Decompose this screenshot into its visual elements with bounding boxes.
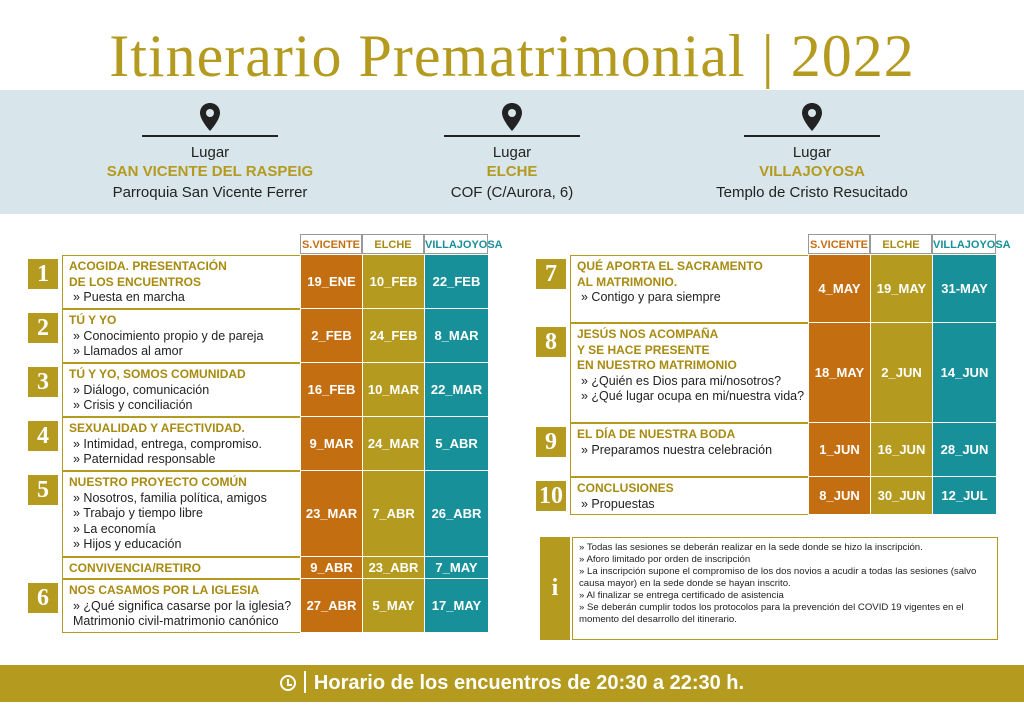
session-topic: » La economía — [73, 521, 156, 536]
date-svicente: 2_FEB — [300, 309, 362, 363]
date-svicente: 4_MAY — [808, 255, 870, 323]
divider — [142, 135, 278, 137]
session-description — [62, 363, 328, 417]
date-elche: 23_ABR — [362, 557, 424, 579]
session-number: 3 — [28, 367, 58, 397]
info-item: » La inscripción supone el compromiso de los dos novios a acudir a todas las sesiones (salvo causa mayor) en la sede donde se hayan inscrito. — [579, 566, 977, 589]
date-villajoyosa: 8_MAR — [424, 309, 488, 363]
date-elche: 10_MAR — [362, 363, 424, 417]
location-city: SAN VICENTE DEL RASPEIG — [106, 163, 314, 180]
session-number: 1 — [28, 259, 58, 289]
date-villajoyosa: 7_MAY — [424, 557, 488, 579]
column-header-villajoyosa: VILLAJOYOSA — [932, 234, 996, 254]
session-topic: Matrimonio civil-matrimonio canónico — [73, 614, 279, 628]
session-description — [570, 477, 836, 515]
date-villajoyosa: 14_JUN — [932, 323, 996, 423]
session-topic: » ¿Quién es Dios para mi/nosotros? — [581, 373, 782, 388]
session-title: CONVIVENCIA/RETIRO — [69, 561, 202, 575]
session-topic: » Puesta en marcha — [73, 290, 185, 304]
session-title: TÚ Y YO — [69, 313, 117, 327]
column-header-elche: ELCHE — [870, 234, 932, 254]
session-title: DE LOS ENCUENTROS — [69, 274, 202, 289]
location-label: Lugar — [492, 144, 532, 161]
location-label: Lugar — [792, 144, 832, 161]
session-description — [62, 579, 328, 633]
column-header-svicente: S.VICENTE — [300, 234, 362, 254]
session-title: Y SE HACE PRESENTE — [577, 342, 710, 357]
location-elche — [362, 90, 662, 214]
info-item: » Se deberán cumplir todos los protocolos para la prevención del COVID 19 vigentes en el momento del desarrollo del itinerario. — [579, 602, 964, 625]
info-item: » Todas las sesiones se deberán realizar en la sede donde se hizo la inscripción. — [579, 542, 923, 553]
date-elche: 19_MAY — [870, 255, 932, 323]
locations-band — [0, 90, 1024, 214]
session-topic: » Diálogo, comunicación — [73, 382, 210, 397]
info-box — [540, 537, 998, 640]
session-topic: » Preparamos nuestra celebración — [581, 442, 773, 457]
map-pin-icon — [799, 102, 825, 132]
session-title: JESÚS NOS ACOMPAÑA — [577, 327, 719, 341]
date-villajoyosa: 22_MAR — [424, 363, 488, 417]
location-place: Templo de Cristo Resucitado — [716, 184, 908, 201]
session-title: SEXUALIDAD Y AFECTIVIDAD. — [69, 421, 245, 435]
session-title: NOS CASAMOS POR LA IGLESIA — [69, 583, 260, 597]
info-item: » Al finalizar se entrega certificado de asistencia — [579, 590, 784, 601]
date-svicente: 27_ABR — [300, 579, 362, 633]
session-title: QUÉ APORTA EL SACRAMENTO — [577, 259, 763, 273]
session-description — [62, 557, 328, 579]
date-elche: 16_JUN — [870, 423, 932, 477]
session-number: 8 — [536, 327, 566, 357]
session-description — [62, 417, 328, 471]
location-san-vicente — [60, 90, 360, 214]
session-topic: » ¿Qué lugar ocupa en mi/nuestra vida? — [581, 389, 805, 403]
page-title: Itinerario Prematrimonial | 2022 — [109, 23, 915, 89]
date-villajoyosa: 28_JUN — [932, 423, 996, 477]
session-title: AL MATRIMONIO. — [577, 274, 678, 289]
date-elche: 2_JUN — [870, 323, 932, 423]
divider — [444, 135, 580, 137]
date-villajoyosa: 22_FEB — [424, 255, 488, 309]
session-topic: » Propuestas — [581, 496, 655, 511]
session-description — [570, 255, 836, 323]
date-elche: 10_FEB — [362, 255, 424, 309]
session-topic: » Llamados al amor — [73, 344, 183, 358]
info-item: » Aforo limitado por orden de inscripción — [579, 554, 751, 565]
clock-icon — [280, 675, 296, 691]
location-city: VILLAJOYOSA — [759, 163, 865, 180]
date-villajoyosa: 17_MAY — [424, 579, 488, 633]
column-header-svicente: S.VICENTE — [808, 234, 870, 254]
session-number: 2 — [28, 313, 58, 343]
location-label: Lugar — [190, 144, 230, 161]
date-elche: 24_MAR — [362, 417, 424, 471]
session-title: TÚ Y YO, SOMOS COMUNIDAD — [69, 367, 246, 381]
info-list — [572, 537, 998, 640]
session-number: 5 — [28, 475, 58, 505]
date-elche: 30_JUN — [870, 477, 932, 515]
date-svicente: 9_ABR — [300, 557, 362, 579]
session-title: ACOGIDA. PRESENTACIÓN — [69, 259, 227, 273]
date-svicente: 16_FEB — [300, 363, 362, 417]
date-villajoyosa: 31-MAY — [932, 255, 996, 323]
date-svicente: 9_MAR — [300, 417, 362, 471]
session-number: 7 — [536, 259, 566, 289]
session-topic: » Contigo y para siempre — [581, 290, 721, 304]
session-number: 9 — [536, 427, 566, 457]
info-icon: i — [540, 537, 570, 640]
date-svicente: 18_MAY — [808, 323, 870, 423]
session-number: 10 — [536, 481, 566, 511]
divider — [744, 135, 880, 137]
location-place: Parroquia San Vicente Ferrer — [112, 184, 308, 201]
session-title: EN NUESTRO MATRIMONIO — [577, 358, 737, 372]
date-elche: 24_FEB — [362, 309, 424, 363]
map-pin-icon — [499, 102, 525, 132]
location-villajoyosa — [662, 90, 962, 214]
session-description — [570, 423, 836, 477]
date-svicente: 23_MAR — [300, 471, 362, 557]
session-topic: » Intimidad, entrega, compromiso. — [73, 436, 262, 451]
divider — [304, 671, 306, 693]
session-description — [570, 323, 836, 423]
date-elche: 5_MAY — [362, 579, 424, 633]
session-topic: » Hijos y educación — [73, 537, 182, 551]
session-title: CONCLUSIONES — [577, 481, 674, 495]
date-villajoyosa: 12_JUL — [932, 477, 996, 515]
session-topic: » Paternidad responsable — [73, 452, 216, 466]
location-city: ELCHE — [486, 163, 538, 180]
date-svicente: 19_ENE — [300, 255, 362, 309]
session-topic: » Trabajo y tiempo libre — [73, 506, 203, 520]
schedule-footer — [0, 665, 1024, 702]
column-header-elche: ELCHE — [362, 234, 424, 254]
session-topic: » ¿Qué significa casarse por la iglesia? — [73, 598, 292, 613]
session-description — [62, 471, 328, 557]
session-description — [62, 255, 328, 309]
session-title: NUESTRO PROYECTO COMÚN — [69, 475, 247, 489]
session-title: EL DÍA DE NUESTRA BODA — [577, 427, 736, 441]
session-topic: » Nosotros, familia política, amigos — [73, 490, 267, 505]
map-pin-icon — [197, 102, 223, 132]
session-description — [62, 309, 328, 363]
session-topic: » Conocimiento propio y de pareja — [73, 328, 264, 343]
session-number: 4 — [28, 421, 58, 451]
date-svicente: 1_JUN — [808, 423, 870, 477]
location-place: COF (C/Aurora, 6) — [450, 184, 574, 201]
schedule-text: Horario de los encuentros de 20:30 a 22:30 h. — [313, 672, 745, 694]
date-villajoyosa: 26_ABR — [424, 471, 488, 557]
column-header-villajoyosa: VILLAJOYOSA — [424, 234, 488, 254]
date-svicente: 8_JUN — [808, 477, 870, 515]
date-elche: 7_ABR — [362, 471, 424, 557]
date-villajoyosa: 5_ABR — [424, 417, 488, 471]
session-number: 6 — [28, 583, 58, 613]
session-topic: » Crisis y conciliación — [73, 398, 193, 412]
